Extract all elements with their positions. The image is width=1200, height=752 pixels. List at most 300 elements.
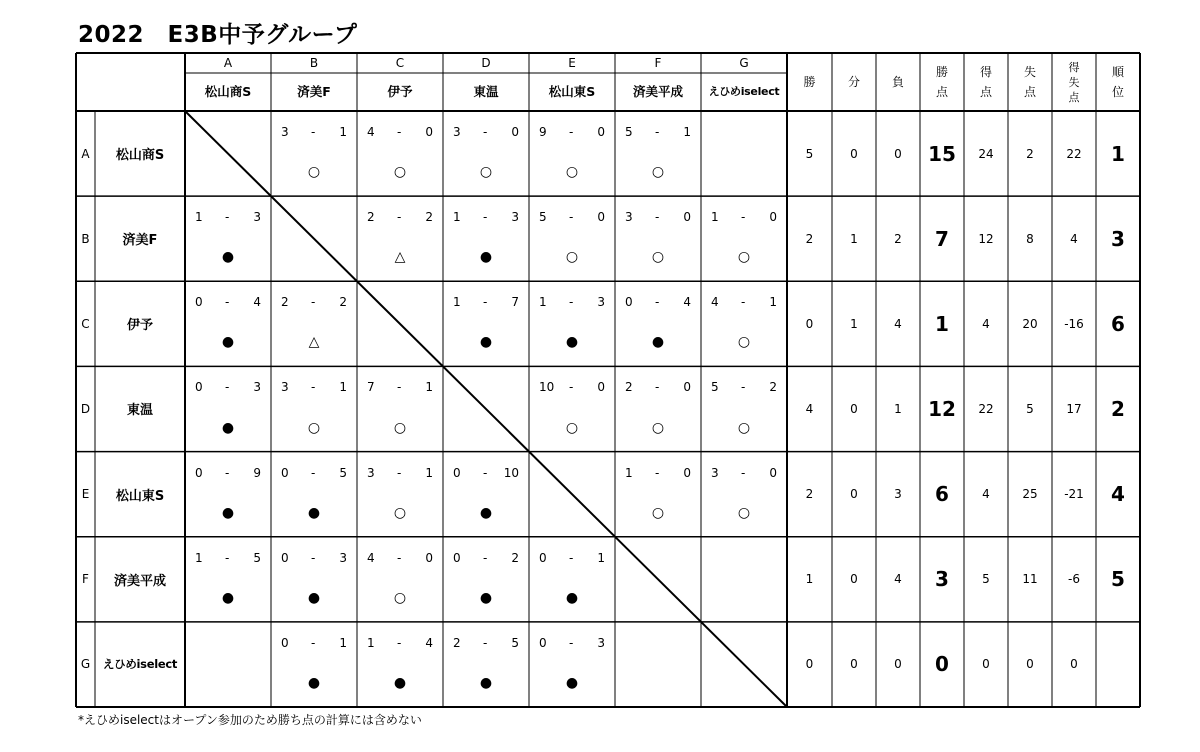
score-dash: - (655, 380, 660, 395)
score-for: 0 (539, 635, 547, 650)
score-dash: - (225, 550, 230, 565)
match-result-cell (357, 196, 443, 281)
score-for: 1 (711, 210, 719, 225)
score-against: 3 (597, 295, 605, 310)
result-mark: ● (565, 589, 579, 606)
score-for: 0 (195, 295, 203, 310)
match-result-cell (529, 281, 615, 366)
score-against: 4 (253, 295, 261, 310)
score-dash: - (311, 635, 316, 650)
stat-win: 5 (805, 146, 814, 161)
score-for: 1 (453, 210, 461, 225)
result-mark: ● (307, 504, 321, 521)
score-dash: - (225, 210, 230, 225)
match-result-cell (701, 366, 787, 451)
score-for: 3 (367, 465, 375, 480)
score-dash: - (397, 210, 402, 225)
score-against: 1 (683, 125, 691, 139)
stat-points: 12 (928, 396, 956, 421)
match-result-cell (185, 366, 271, 451)
column-letter-f: F (654, 56, 662, 70)
match-result-cell (185, 196, 271, 281)
match-result-cell (615, 111, 701, 196)
match-result-cell (443, 537, 529, 622)
result-mark: ● (221, 249, 235, 266)
result-mark: ○ (307, 164, 321, 181)
stat-header-text: 勝 (803, 75, 816, 89)
page-title: 2022 E3B中予グループ (78, 22, 358, 48)
stat-rank (1096, 622, 1140, 707)
score-for: 3 (281, 380, 289, 395)
stat-header-text: 得 (1068, 60, 1080, 74)
stat-draw: 1 (850, 316, 858, 331)
stat-header-text: 得 (979, 65, 992, 79)
match-result-cell (271, 111, 357, 196)
stat-win: 0 (805, 316, 814, 331)
row-letter-c: C (81, 316, 90, 331)
stat-gd: 17 (1066, 401, 1082, 416)
score-dash: - (569, 380, 574, 395)
result-mark: ● (479, 249, 493, 266)
column-team-name: 松山商S (204, 84, 252, 99)
score-dash: - (569, 125, 574, 139)
score-dash: - (569, 635, 574, 650)
match-result-cell (271, 452, 357, 537)
stat-draw: 0 (850, 487, 858, 502)
score-against: 0 (425, 125, 433, 139)
stat-gf: 24 (978, 146, 994, 161)
stat-gd: 4 (1070, 231, 1078, 246)
score-dash: - (311, 125, 316, 139)
match-result-cell (185, 281, 271, 366)
score-against: 5 (253, 550, 261, 565)
score-for: 5 (711, 380, 719, 395)
result-mark: ○ (565, 249, 579, 266)
match-result-cell (357, 537, 443, 622)
stat-draw: 0 (850, 146, 858, 161)
result-mark: ○ (393, 164, 407, 181)
stat-draw: 0 (850, 401, 858, 416)
result-mark: ○ (651, 164, 665, 181)
stat-ga: 25 (1022, 487, 1038, 502)
stat-gd: -6 (1068, 572, 1080, 587)
column-team-name: 伊予 (387, 84, 413, 99)
score-for: 9 (539, 125, 547, 139)
stat-win: 1 (805, 572, 814, 587)
match-result-cell (701, 196, 787, 281)
score-for: 5 (625, 125, 633, 139)
stat-points: 15 (928, 141, 956, 166)
stat-gd: -21 (1064, 487, 1084, 502)
stat-loss: 0 (894, 657, 902, 672)
stat-points: 1 (935, 311, 949, 336)
score-against: 0 (425, 550, 433, 565)
stat-header-rank (1096, 53, 1140, 111)
score-against: 2 (511, 550, 519, 565)
score-against: 9 (253, 465, 261, 480)
stat-ga: 2 (1026, 146, 1034, 161)
score-for: 0 (281, 550, 289, 565)
row-letter-b: B (81, 231, 90, 246)
result-mark: ○ (737, 504, 751, 521)
score-for: 1 (195, 210, 203, 225)
row-team-name: えひめiselect (102, 657, 178, 672)
row-letter-f: F (82, 572, 89, 587)
score-for: 1 (625, 465, 633, 480)
score-against: 3 (253, 380, 261, 395)
match-result-cell (529, 196, 615, 281)
score-against: 1 (597, 550, 605, 565)
stat-header-text: 分 (847, 75, 860, 89)
match-result-cell (357, 111, 443, 196)
result-mark: ● (479, 504, 493, 521)
score-dash: - (311, 380, 316, 395)
stat-loss: 0 (894, 146, 902, 161)
stat-header-text: 点 (1023, 85, 1036, 99)
stat-gf: 22 (978, 401, 994, 416)
score-dash: - (397, 380, 402, 395)
column-team-name: 済美F (297, 84, 331, 99)
stat-gf: 12 (978, 231, 994, 246)
result-mark: ○ (565, 164, 579, 181)
score-against: 3 (253, 210, 261, 225)
score-against: 1 (339, 125, 347, 139)
row-letter-e: E (81, 487, 90, 502)
result-mark: ○ (651, 504, 665, 521)
row-team-name: 済美F (122, 233, 158, 249)
stat-points: 0 (935, 652, 949, 677)
match-result-cell (357, 452, 443, 537)
score-against: 2 (769, 380, 777, 395)
match-result-cell (443, 452, 529, 537)
score-against: 2 (339, 295, 347, 310)
score-for: 5 (539, 210, 547, 225)
stat-ga: 0 (1026, 657, 1034, 672)
stat-ga: 11 (1022, 572, 1038, 587)
score-for: 0 (453, 550, 461, 565)
match-result-cell (271, 281, 357, 366)
match-result-cell (615, 196, 701, 281)
stat-ga: 8 (1026, 231, 1034, 246)
result-mark: ● (565, 334, 579, 351)
stat-header-draw (832, 53, 876, 111)
result-mark: ● (307, 674, 321, 691)
stat-header-win (787, 53, 832, 111)
score-dash: - (569, 210, 574, 225)
result-mark: ● (221, 334, 235, 351)
stat-header-text: 負 (891, 75, 904, 89)
score-for: 0 (281, 635, 289, 650)
result-mark: ○ (307, 419, 321, 436)
column-team-name: 松山東S (548, 84, 596, 99)
row-team-name: 東温 (126, 403, 153, 419)
score-for: 4 (367, 550, 375, 565)
score-against: 0 (511, 125, 519, 139)
row-letter-d: D (80, 401, 91, 416)
score-for: 3 (453, 125, 461, 139)
score-against: 5 (511, 635, 519, 650)
stat-loss: 3 (894, 487, 902, 502)
score-dash: - (655, 210, 660, 225)
score-dash: - (483, 210, 488, 225)
match-result-cell (701, 111, 787, 196)
match-result-cell (529, 366, 615, 451)
row-team-name: 伊予 (126, 318, 153, 334)
score-dash: - (225, 295, 230, 310)
stat-header-points (920, 53, 964, 111)
score-for: 0 (195, 465, 203, 480)
column-letter-e: E (568, 56, 576, 70)
stat-rank: 4 (1111, 482, 1125, 507)
stat-rank: 3 (1111, 226, 1125, 251)
score-against: 0 (597, 380, 605, 395)
stat-draw: 0 (850, 572, 858, 587)
score-against: 0 (597, 210, 605, 225)
score-against: 0 (769, 465, 777, 480)
result-mark: ○ (737, 249, 751, 266)
row-letter-g: G (80, 657, 91, 672)
stat-gd: -16 (1064, 316, 1084, 331)
score-against: 1 (769, 295, 777, 310)
score-against: 2 (425, 210, 433, 225)
stat-gf: 4 (982, 487, 990, 502)
score-dash: - (741, 465, 746, 480)
score-for: 7 (367, 380, 375, 395)
result-mark: ○ (737, 334, 751, 351)
score-for: 3 (625, 210, 633, 225)
column-letter-b: B (309, 56, 319, 70)
stat-loss: 1 (894, 401, 902, 416)
stat-win: 4 (805, 401, 814, 416)
stat-rank: 5 (1111, 567, 1125, 592)
score-dash: - (397, 465, 402, 480)
stat-gf: 5 (982, 572, 990, 587)
stat-gd: 0 (1070, 657, 1078, 672)
result-mark: ○ (737, 419, 751, 436)
score-for: 3 (711, 465, 719, 480)
score-against: 1 (425, 465, 433, 480)
score-for: 0 (195, 380, 203, 395)
stat-ga: 5 (1026, 401, 1034, 416)
score-against: 5 (339, 465, 347, 480)
column-team-name: 済美平成 (632, 84, 683, 99)
score-for: 1 (367, 635, 375, 650)
column-letter-a: A (223, 56, 233, 70)
match-result-cell (185, 537, 271, 622)
footnote: *えひめiselectはオープン参加のため勝ち点の計算には含めない (78, 713, 422, 727)
stat-rank: 2 (1111, 396, 1125, 421)
score-against: 4 (425, 635, 433, 650)
match-result-cell (615, 366, 701, 451)
stat-header-text: 失 (1068, 75, 1080, 89)
score-dash: - (741, 210, 746, 225)
score-dash: - (483, 295, 488, 310)
result-mark: ● (479, 334, 493, 351)
score-against: 10 (503, 465, 519, 480)
score-against: 1 (425, 380, 433, 395)
result-mark: ● (393, 674, 407, 691)
score-for: 10 (539, 380, 555, 395)
score-dash: - (655, 125, 660, 139)
stat-header-text: 点 (979, 85, 992, 99)
match-result-cell (615, 622, 701, 707)
stat-header-text: 位 (1111, 85, 1124, 99)
row-letter-a: A (81, 146, 90, 161)
score-against: 3 (339, 550, 347, 565)
score-dash: - (397, 550, 402, 565)
match-result-cell (271, 622, 357, 707)
match-result-cell (443, 111, 529, 196)
score-for: 2 (281, 295, 289, 310)
score-dash: - (741, 380, 746, 395)
match-result-cell (271, 366, 357, 451)
match-result-cell (615, 281, 701, 366)
result-mark: ● (479, 589, 493, 606)
score-against: 3 (597, 635, 605, 650)
score-against: 0 (769, 210, 777, 225)
column-team-name: えひめiselect (708, 85, 780, 98)
match-result-cell (271, 537, 357, 622)
stat-gd: 22 (1066, 146, 1082, 161)
score-for: 2 (367, 210, 375, 225)
score-dash: - (741, 295, 746, 310)
score-against: 0 (683, 465, 691, 480)
score-for: 3 (281, 125, 289, 139)
stat-gf: 0 (982, 657, 990, 672)
score-for: 1 (453, 295, 461, 310)
column-team-name: 東温 (473, 84, 499, 99)
result-mark: ● (221, 589, 235, 606)
score-against: 1 (339, 380, 347, 395)
stat-loss: 2 (894, 231, 902, 246)
result-mark: △ (394, 249, 406, 266)
score-for: 0 (281, 465, 289, 480)
result-mark: ● (565, 674, 579, 691)
score-against: 0 (683, 210, 691, 225)
stat-header-text: 順 (1111, 65, 1124, 79)
result-mark: ○ (651, 419, 665, 436)
score-dash: - (225, 465, 230, 480)
score-dash: - (483, 125, 488, 139)
match-result-cell (615, 452, 701, 537)
score-for: 2 (625, 380, 633, 395)
row-team-name: 済美平成 (113, 573, 166, 589)
stat-rank: 6 (1111, 311, 1125, 336)
score-dash: - (397, 635, 402, 650)
score-for: 1 (539, 295, 547, 310)
stat-loss: 4 (894, 316, 902, 331)
stat-win: 0 (805, 657, 814, 672)
row-team-name: 松山東S (115, 488, 165, 504)
score-for: 0 (539, 550, 547, 565)
score-against: 7 (511, 295, 519, 310)
score-dash: - (655, 295, 660, 310)
score-for: 0 (625, 295, 633, 310)
score-for: 4 (367, 125, 375, 139)
column-letter-c: C (395, 56, 405, 70)
score-dash: - (483, 550, 488, 565)
row-team-name: 松山商S (115, 148, 165, 164)
stat-ga: 20 (1022, 316, 1038, 331)
score-for: 1 (195, 550, 203, 565)
score-against: 0 (597, 125, 605, 139)
score-for: 2 (453, 635, 461, 650)
stat-header-text: 点 (1068, 90, 1080, 104)
result-mark: ● (479, 674, 493, 691)
match-result-cell (185, 452, 271, 537)
match-result-cell (357, 622, 443, 707)
score-against: 1 (339, 635, 347, 650)
stat-loss: 4 (894, 572, 902, 587)
match-result-cell (443, 196, 529, 281)
score-against: 4 (683, 295, 691, 310)
stat-win: 2 (805, 231, 814, 246)
match-result-cell (701, 452, 787, 537)
stat-points: 6 (935, 482, 949, 507)
match-result-cell (443, 281, 529, 366)
score-dash: - (483, 635, 488, 650)
stat-header-gd (1052, 53, 1096, 111)
result-mark: △ (308, 334, 320, 351)
stat-header-ga (1008, 53, 1052, 111)
stat-gf: 4 (982, 316, 990, 331)
stat-header-text: 失 (1023, 65, 1036, 79)
stat-header-text: 点 (935, 85, 948, 99)
stat-rank: 1 (1111, 141, 1125, 166)
score-against: 0 (683, 380, 691, 395)
score-dash: - (225, 380, 230, 395)
result-mark: ○ (479, 164, 493, 181)
stat-header-text: 勝 (935, 65, 948, 79)
result-mark: ○ (393, 589, 407, 606)
stat-header-loss (876, 53, 920, 111)
score-dash: - (311, 550, 316, 565)
stat-points: 7 (935, 226, 949, 251)
result-mark: ● (221, 504, 235, 521)
column-letter-g: G (739, 56, 749, 70)
stat-points: 3 (935, 567, 949, 592)
result-mark: ○ (565, 419, 579, 436)
score-dash: - (397, 125, 402, 139)
match-result-cell (701, 537, 787, 622)
result-mark: ● (307, 589, 321, 606)
score-for: 4 (711, 295, 719, 310)
stat-draw: 0 (850, 657, 858, 672)
result-mark: ● (651, 334, 665, 351)
score-dash: - (569, 295, 574, 310)
score-dash: - (569, 550, 574, 565)
score-against: 3 (511, 210, 519, 225)
result-mark: ● (221, 419, 235, 436)
stat-draw: 1 (850, 231, 858, 246)
match-result-cell (529, 622, 615, 707)
result-mark: ○ (393, 419, 407, 436)
score-dash: - (311, 295, 316, 310)
match-result-cell (701, 281, 787, 366)
match-result-cell (443, 622, 529, 707)
result-mark: ○ (651, 249, 665, 266)
match-result-cell (357, 366, 443, 451)
stat-win: 2 (805, 487, 814, 502)
match-result-cell (529, 537, 615, 622)
score-for: 0 (453, 465, 461, 480)
match-result-cell (529, 111, 615, 196)
column-letter-d: D (481, 56, 491, 70)
score-dash: - (655, 465, 660, 480)
match-result-cell (185, 622, 271, 707)
stat-header-gf (964, 53, 1008, 111)
result-mark: ○ (393, 504, 407, 521)
